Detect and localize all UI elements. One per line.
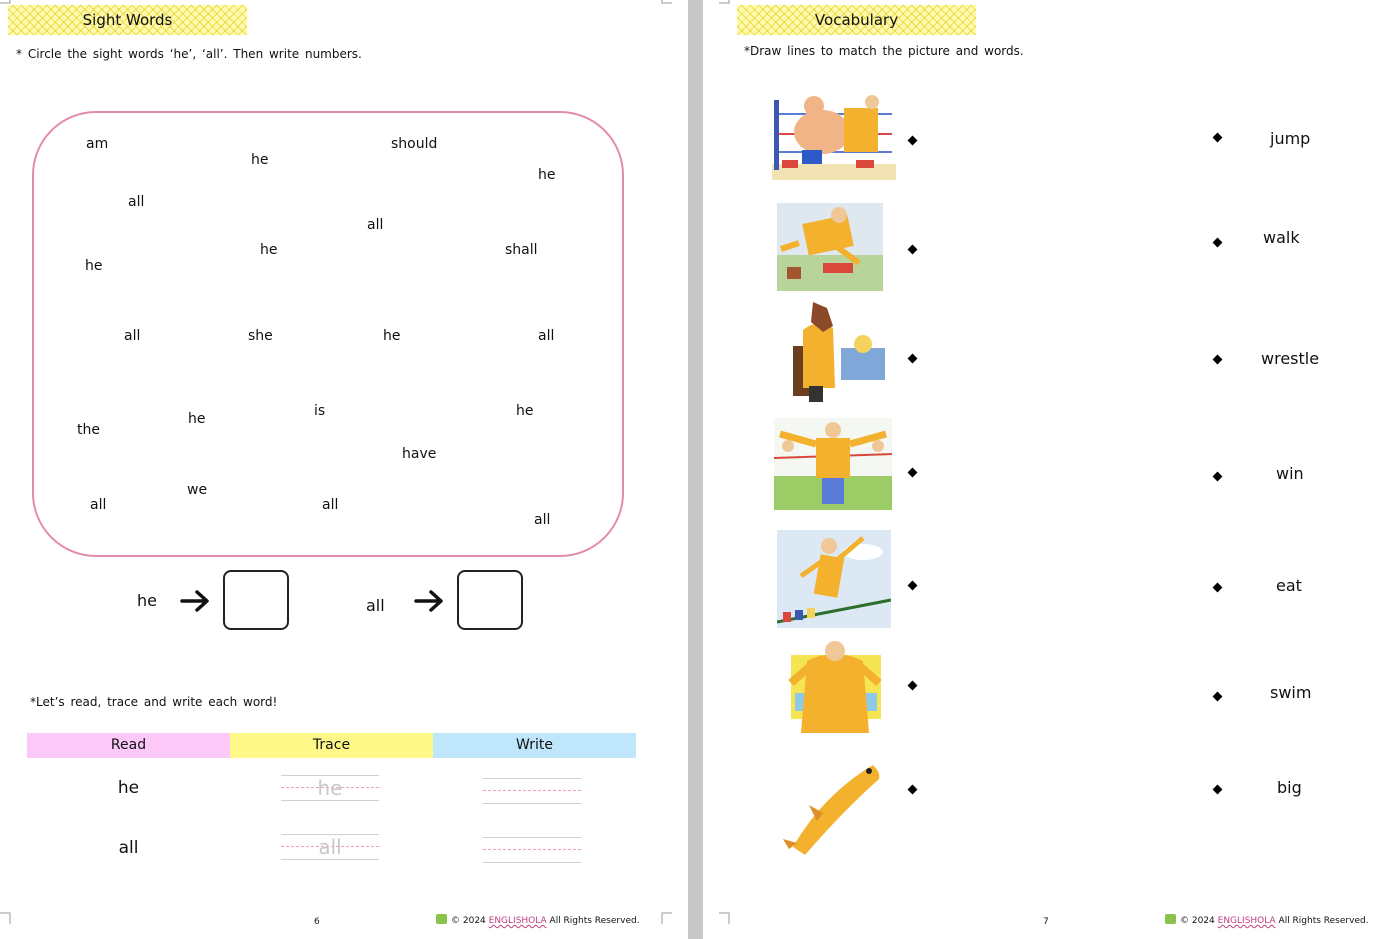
scatter-word[interactable]: he — [516, 403, 534, 419]
crop-mark-icon — [719, 912, 735, 924]
scatter-word[interactable]: he — [251, 152, 269, 168]
word-dot-icon[interactable] — [1213, 785, 1223, 795]
word-dot-icon[interactable] — [1213, 692, 1223, 702]
trace-cell[interactable] — [281, 775, 379, 801]
scatter-word[interactable]: he — [188, 411, 206, 427]
instruction-circle: * Circle the sight words ‘he’, ‘all’. Then write numbers. — [16, 47, 362, 61]
crop-mark-icon — [656, 0, 672, 4]
scatter-word[interactable]: is — [314, 403, 326, 419]
scatter-word[interactable]: he — [260, 242, 278, 258]
match-word-big: big — [1277, 778, 1302, 797]
footer-copyright: © 2024 ENGLISHOLA All Rights Reserved. — [436, 914, 640, 926]
win-picture[interactable] — [774, 418, 892, 510]
table-row — [27, 758, 636, 818]
scatter-word[interactable]: all — [534, 512, 551, 528]
footer-brand: ENGLISHOLA — [488, 916, 547, 926]
scatter-word[interactable]: all — [90, 497, 107, 513]
answer-box-all[interactable] — [457, 570, 523, 630]
arrow-right-icon — [180, 589, 212, 613]
scatter-word[interactable]: should — [391, 136, 438, 152]
write-cell[interactable] — [483, 778, 581, 804]
word-dot-icon[interactable] — [1213, 238, 1223, 248]
match-word-walk: walk — [1263, 228, 1300, 247]
jump-picture[interactable] — [777, 203, 883, 291]
picture-dot-icon[interactable] — [908, 681, 918, 691]
table-header — [27, 733, 636, 758]
crop-mark-icon — [0, 0, 16, 4]
trace-cell[interactable] — [281, 834, 379, 860]
scatter-word[interactable]: am — [86, 136, 109, 152]
scatter-word[interactable]: all — [128, 194, 145, 210]
swim-picture[interactable] — [783, 755, 885, 857]
scatter-word[interactable]: all — [322, 497, 339, 513]
match-word-wrestle: wrestle — [1261, 349, 1320, 368]
count-label-he: he — [137, 591, 157, 610]
word-dot-icon[interactable] — [1213, 133, 1223, 143]
match-word-jump: jump — [1270, 129, 1311, 148]
picture-dot-icon[interactable] — [908, 136, 918, 146]
word-dot-icon[interactable] — [1213, 472, 1223, 482]
scatter-word[interactable]: all — [538, 328, 555, 344]
read-word: all — [118, 838, 139, 858]
table-row — [27, 818, 636, 878]
crop-mark-icon — [719, 0, 735, 4]
instruction-read-trace-write: *Let’s read, trace and write each word! — [30, 695, 278, 709]
write-cell[interactable] — [483, 837, 581, 863]
wrestle-picture[interactable] — [772, 94, 896, 182]
worksheet-page-right — [703, 0, 1384, 939]
word-dot-icon[interactable] — [1213, 583, 1223, 593]
footer-copyright: © 2024 ENGLISHOLA All Rights Reserved. — [1165, 914, 1369, 926]
eat-picture[interactable] — [783, 300, 887, 404]
footer-brand: ENGLISHOLA — [1217, 916, 1276, 926]
worksheet-page-left — [0, 0, 688, 939]
scatter-word[interactable]: she — [248, 328, 273, 344]
trace-word: he — [317, 776, 343, 800]
trace-word: all — [318, 835, 342, 859]
picture-dot-icon[interactable] — [908, 785, 918, 795]
sight-word-box — [32, 111, 624, 557]
scatter-word[interactable]: he — [85, 258, 103, 274]
word-dot-icon[interactable] — [1213, 355, 1223, 365]
walk-picture[interactable] — [777, 530, 891, 628]
section-banner-sight-words: Sight Words — [8, 5, 247, 35]
count-label-all: all — [366, 596, 385, 615]
crop-mark-icon — [656, 912, 672, 924]
match-word-swim: swim — [1270, 683, 1312, 702]
arrow-right-icon — [414, 589, 446, 613]
crop-mark-icon — [0, 912, 16, 924]
header-trace: Trace — [230, 733, 433, 758]
match-word-win: win — [1276, 464, 1304, 483]
picture-dot-icon[interactable] — [908, 581, 918, 591]
instruction-match: *Draw lines to match the picture and words. — [744, 44, 1024, 58]
scatter-word[interactable]: the — [77, 422, 100, 438]
scatter-word[interactable]: have — [402, 446, 437, 462]
scatter-word[interactable]: we — [187, 482, 208, 498]
section-banner-vocabulary: Vocabulary — [737, 5, 976, 35]
logo-icon — [436, 914, 447, 924]
picture-dot-icon[interactable] — [908, 468, 918, 478]
logo-icon — [1165, 914, 1176, 924]
big-picture[interactable] — [785, 637, 885, 739]
header-read: Read — [27, 733, 230, 758]
picture-dot-icon[interactable] — [908, 245, 918, 255]
header-write: Write — [433, 733, 636, 758]
page-number: 7 — [1043, 917, 1049, 927]
page-number: 6 — [314, 917, 320, 927]
scatter-word[interactable]: all — [367, 217, 384, 233]
picture-dot-icon[interactable] — [908, 354, 918, 364]
scatter-word[interactable]: he — [538, 167, 556, 183]
scatter-word[interactable]: he — [383, 328, 401, 344]
answer-box-he[interactable] — [223, 570, 289, 630]
read-trace-write-table — [27, 733, 636, 878]
scatter-word[interactable]: all — [124, 328, 141, 344]
scatter-word[interactable]: shall — [505, 242, 538, 258]
read-word: he — [117, 778, 140, 798]
match-word-eat: eat — [1276, 576, 1302, 595]
